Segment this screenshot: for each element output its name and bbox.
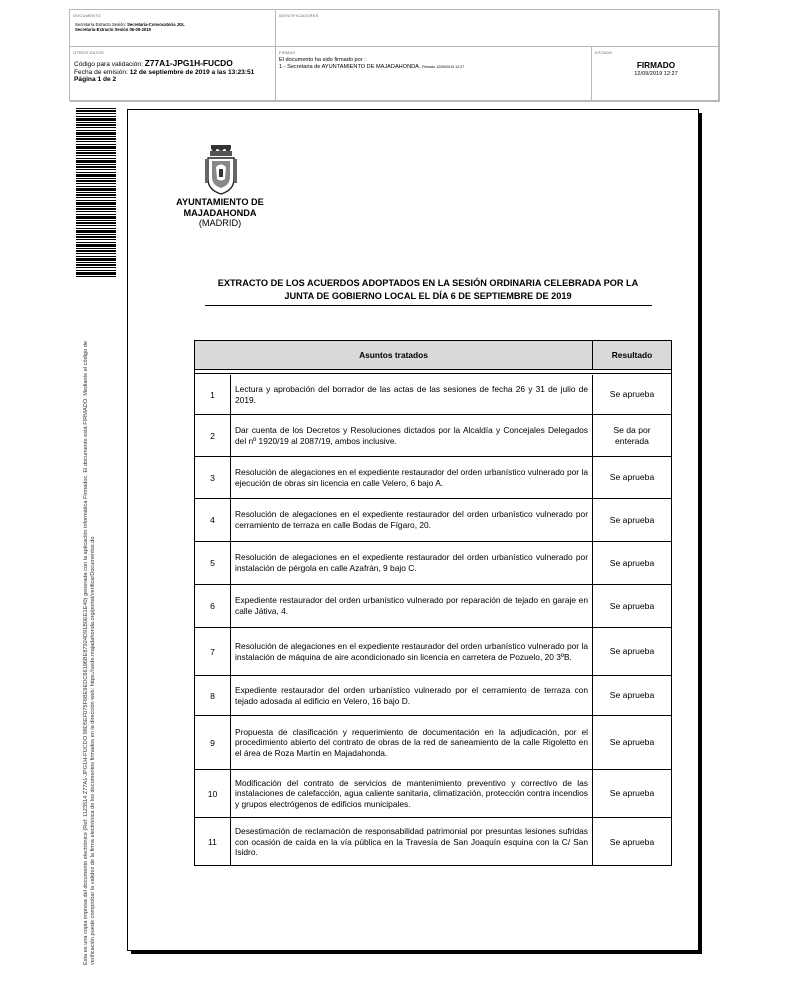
row-subject-text: Lectura y aprobación del borrador de las actas de las sesiones de fecha 26 y 31 de julio de 2019. (235, 383, 588, 405)
table-row (195, 770, 671, 818)
document-title (197, 277, 659, 303)
table-row (195, 375, 671, 415)
row-result: Se aprueba (609, 389, 655, 400)
council-line2: MAJADAHONDA (183, 207, 257, 218)
row-result: Se aprueba (609, 600, 655, 611)
firmas-label: FIRMAS (279, 50, 296, 55)
identificadores-cell (276, 10, 720, 47)
row-number: 3 (195, 457, 231, 498)
documento-label: DOCUMENTO (73, 13, 101, 18)
page-indicator: Página 1 de 2 (74, 76, 117, 84)
table-row (195, 818, 671, 866)
row-subject (231, 415, 593, 456)
side-text-line1: Esta es una copia impresa del documento electrónico (Ref: 1123514 Z77A1-JPG1H-FUCDO 98D5EF075F6BE9EDC66196BE87924D91B0EE1E40) generada con la aplicación informática Firmadoc. El documento está FIRMADO. Mediante el código de (83, 341, 89, 965)
firmas-cell (276, 47, 592, 102)
row-result: Se aprueba (609, 788, 655, 799)
table-row (195, 585, 671, 628)
row-number: 1 (195, 375, 231, 414)
row-subject (231, 585, 593, 627)
row-result: Se aprueba (609, 690, 655, 701)
column-header-asuntos: Asuntos tratados (195, 341, 593, 370)
firmas-line1: El documento ha sido firmado por : (279, 57, 366, 63)
firmas-timestamp: Firmado 12/09/2019 12:27 (422, 64, 465, 69)
row-result: Se aprueba (609, 514, 655, 525)
page-shadow-right (699, 113, 702, 954)
row-subject-text: Dar cuenta de los Decretos y Resoluciones dictados por la Alcaldía y Concejales Delegados del nº 1920/19 al 2087/19, ambos inclusive. (235, 424, 588, 446)
row-number: 5 (195, 542, 231, 584)
row-subject-text: Resolución de alegaciones en el expediente restaurador del orden urbanístico vulnerado por la ejecución de obras sin licencia en calle Velero, 6 bajo A. (235, 466, 588, 488)
page-shadow-bottom (131, 951, 702, 954)
row-subject-text: Resolución de alegaciones en el expediente restaurador del orden urbanístico vulnerado por cerramiento de terraza en calle Bodas de Fígaro, 20. (235, 509, 588, 530)
row-subject (231, 375, 593, 414)
row-subject (231, 716, 593, 769)
row-subject (231, 499, 593, 541)
documento-line1-bold: Secretaría-Convocatoria JGL (127, 22, 185, 27)
row-number: 4 (195, 499, 231, 541)
table-row (195, 415, 671, 457)
row-number: 11 (195, 818, 231, 866)
column-header-resultado: Resultado (593, 341, 671, 370)
table-row (195, 457, 671, 499)
side-text-line2: verificación puede comprobar la validez de la firma electrónica de los documentos firmados en la dirección web: https://sede.majadahonda.org/portal/verificarDocumentos.do (90, 536, 96, 965)
row-subject-text: Propuesta de clasificación y requerimiento de documentación en la adjudicación, por el procedimiento abierto del contrato de obras de la red de saneamiento de la calle Rigoletto en el área de Roza Martín en Majadahonda. (235, 726, 588, 758)
row-subject-text: Modificación del contrato de servicios de mantenimiento preventivo y correctivo de las instalaciones de calefacción, agua caliente sanitaria, climatización, protección contra incendios y grupos electrógenos de edificios municipales. (235, 777, 588, 809)
table-row (195, 628, 671, 676)
row-number: 2 (195, 415, 231, 456)
table-row (195, 542, 671, 585)
row-subject (231, 676, 593, 715)
estado-date: 12/09/2019 12:27 (634, 71, 678, 77)
row-subject-text: Expediente restaurador del orden urbanístico vulnerado por reparación de tejado en garaje en calle Játiva, 4. (235, 595, 588, 616)
row-subject-text: Expediente restaurador del orden urbanístico vulnerado por el cerramiento de terraza con tejado adosada al edificio en Velero, 16 bajo D. (235, 684, 588, 706)
row-subject (231, 818, 593, 866)
estado-value: FIRMADO (636, 61, 676, 70)
row-subject (231, 628, 593, 675)
document-header (69, 9, 719, 101)
row-subject-text: Desestimación de reclamación de responsabilidad patrimonial por presuntas lesiones sufridas con ocasión de caída en la vía pública en la Travesía de San Joaquín esquina con la C/ San Isidro. (235, 826, 588, 858)
row-number: 6 (195, 585, 231, 627)
council-line1: AYUNTAMIENTO DE (176, 197, 264, 207)
row-number: 7 (195, 628, 231, 675)
row-subject-text: Resolución de alegaciones en el expediente restaurador del orden urbanístico vulnerado por la instalación de máquina de aire acondicionado sin licencia en carretera de Pozuelo, 20 3ºB. (235, 640, 588, 662)
otros-datos-cell (70, 47, 276, 102)
firmas-line2: 1.- Secretaria de AYUNTAMIENTO DE MAJADAHONDA. (279, 63, 421, 70)
table-row (195, 676, 671, 716)
agenda-table (194, 340, 672, 866)
table-row (195, 499, 671, 542)
coat-of-arms-icon (205, 145, 237, 195)
verification-side-text (83, 285, 97, 965)
row-subject (231, 770, 593, 817)
row-subject-text: Resolución de alegaciones en el expediente restaurador del orden urbanístico vulnerado por instalación de pérgola en calle Azafrán, 9 bajo C. (235, 552, 588, 573)
estado-label: ESTADO (595, 50, 613, 55)
documento-line2: Secretaría-Extracto Sesión 06-09-2019 (75, 27, 151, 33)
row-number: 9 (195, 716, 231, 769)
title-underline (205, 305, 652, 306)
council-line3: (MADRID) (198, 218, 242, 229)
row-subject (231, 457, 593, 498)
title-line2: JUNTA DE GOBIERNO LOCAL EL DÍA 6 DE SEPTIEMBRE DE 2019 (284, 290, 572, 301)
codigo-label: Código para validación: (74, 61, 145, 68)
otros-datos-label: OTROS DATOS (73, 50, 104, 55)
row-result: Se aprueba (609, 737, 655, 748)
header-spacer (195, 370, 671, 374)
barcode (76, 108, 116, 278)
row-subject (231, 542, 593, 584)
row-result: Se da por enterada (613, 424, 651, 446)
table-row (195, 716, 671, 770)
identificadores-label: IDENTIFICADORES (279, 13, 319, 18)
row-number: 10 (195, 770, 231, 817)
row-result: Se aprueba (609, 472, 655, 483)
council-name (150, 197, 290, 229)
documento-line1-prefix: Secretaría Extracto Sesión: (75, 22, 128, 27)
row-number: 8 (195, 676, 231, 715)
row-result: Se aprueba (609, 836, 655, 847)
title-line1: EXTRACTO DE LOS ACUERDOS ADOPTADOS EN LA SESIÓN ORDINARIA CELEBRADA POR LA (217, 278, 639, 288)
fecha-emision: 12 de septiembre de 2019 a las 13:23:51 (129, 68, 255, 76)
validation-code: Z77A1-JPG1H-FUCDO (144, 58, 233, 68)
row-result: Se aprueba (609, 646, 655, 657)
row-result: Se aprueba (609, 557, 655, 568)
fecha-label: Fecha de emisión: (74, 68, 130, 76)
documento-cell (70, 10, 276, 47)
estado-cell (592, 47, 720, 102)
